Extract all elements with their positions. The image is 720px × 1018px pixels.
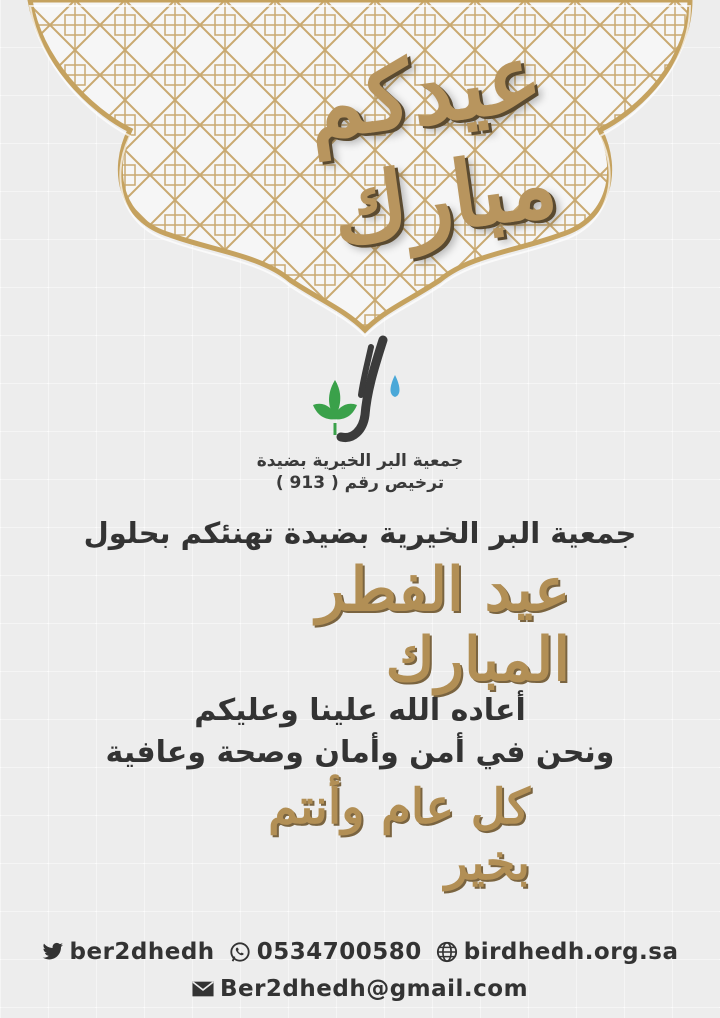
wish-line-2: ونحن في أمن وأمان وصحة وعافية (105, 735, 615, 770)
twitter-icon (42, 942, 64, 962)
globe-icon (436, 941, 458, 963)
website-contact[interactable] (436, 939, 679, 965)
whatsapp-icon (229, 941, 251, 963)
twitter-handle: ber2dhedh (69, 939, 215, 965)
twitter-contact[interactable] (42, 939, 215, 965)
mail-icon (192, 981, 214, 997)
eid-al-fitr-calligraphy: عيد الفطر المبارك (316, 555, 570, 695)
whatsapp-contact[interactable] (229, 939, 422, 965)
email-row (50, 972, 670, 1006)
greeting-text: جمعية البر الخيرية بضيدة تهنئكم بحلول (83, 516, 637, 550)
whatsapp-number: 0534700580 (256, 939, 422, 965)
organization-info (200, 450, 520, 494)
wish-text (60, 690, 660, 774)
website-url: birdhedh.org.sa (463, 939, 679, 965)
contacts-row (50, 935, 679, 969)
email-address: Ber2dhedh@gmail.com (219, 976, 529, 1002)
organization-logo (305, 335, 415, 450)
eid-mubarak-calligraphy: عيدكم مبارك (299, 21, 564, 267)
email-contact[interactable] (192, 976, 528, 1002)
license-number: ترخيص رقم ( 913 ) (275, 473, 445, 493)
organization-name: جمعية البر الخيرية بضيدة (256, 451, 464, 471)
wish-line-1: أعاده الله علينا وعليكم (194, 693, 526, 728)
closing-calligraphy: كل عام وأنتم بخير (268, 779, 530, 891)
